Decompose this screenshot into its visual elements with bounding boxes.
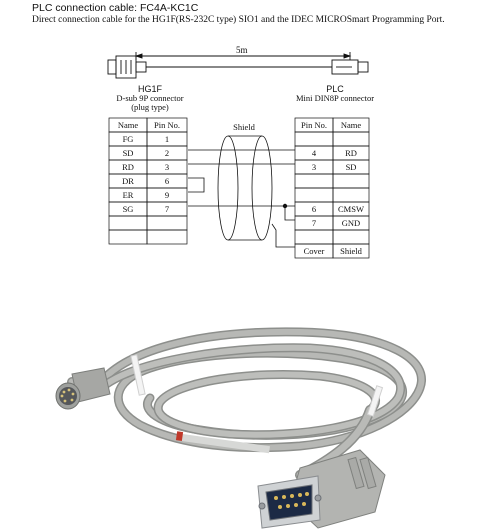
left-device-name: HG1F — [137, 84, 163, 94]
right-connector-label: Mini DIN8P connector — [295, 93, 375, 103]
right-table-value: 3 — [311, 162, 317, 172]
left-table-value: RD — [122, 162, 134, 172]
right-table-value: 7 — [311, 218, 317, 228]
left-table-value: ER — [122, 190, 134, 200]
left-table-value: SG — [122, 204, 134, 214]
left-table-value: 7 — [164, 204, 170, 214]
left-table-value: 6 — [164, 176, 170, 186]
left-table-value: 2 — [164, 148, 170, 158]
dsub-plug-photo — [258, 450, 385, 528]
length-label: 5m — [236, 45, 248, 55]
mini-din-plug-photo — [56, 368, 110, 409]
right-table-value: Cover — [303, 246, 325, 256]
right-table-value: 6 — [311, 204, 317, 214]
right-table-header: Pin No. — [301, 120, 327, 130]
left-table-value: SD — [122, 148, 134, 158]
page-subtitle: Direct connection cable for the HG1F(RS-232C type) SIO1 and the IDEC MICROSmart Programming Port. — [32, 15, 445, 25]
right-table-value: RD — [345, 148, 357, 158]
right-table-value: Shield — [340, 246, 362, 256]
left-connector-type: (plug type) — [131, 102, 169, 112]
left-table-header: Name — [117, 120, 139, 130]
left-table-value: 1 — [164, 134, 170, 144]
left-table-value: DR — [122, 176, 134, 186]
shield-label: Shield — [233, 122, 255, 132]
right-device-name: PLC — [326, 84, 344, 94]
left-table-header: Pin No. — [154, 120, 180, 130]
right-table-value: GND — [341, 218, 361, 228]
right-table-value: CMSW — [338, 204, 364, 214]
cable-photo-group — [56, 332, 422, 528]
page-title: PLC connection cable: FC4A-KC1C — [32, 2, 199, 14]
cable-loops — [72, 332, 422, 475]
left-table-value: 9 — [164, 190, 170, 200]
left-table-value: 3 — [164, 162, 170, 172]
right-table-header: Name — [340, 120, 362, 130]
left-connector-label: D-sub 9P connector — [116, 93, 184, 103]
right-table-value: SD — [345, 162, 357, 172]
right-table-value: 4 — [311, 148, 317, 158]
left-table-value: FG — [122, 134, 134, 144]
